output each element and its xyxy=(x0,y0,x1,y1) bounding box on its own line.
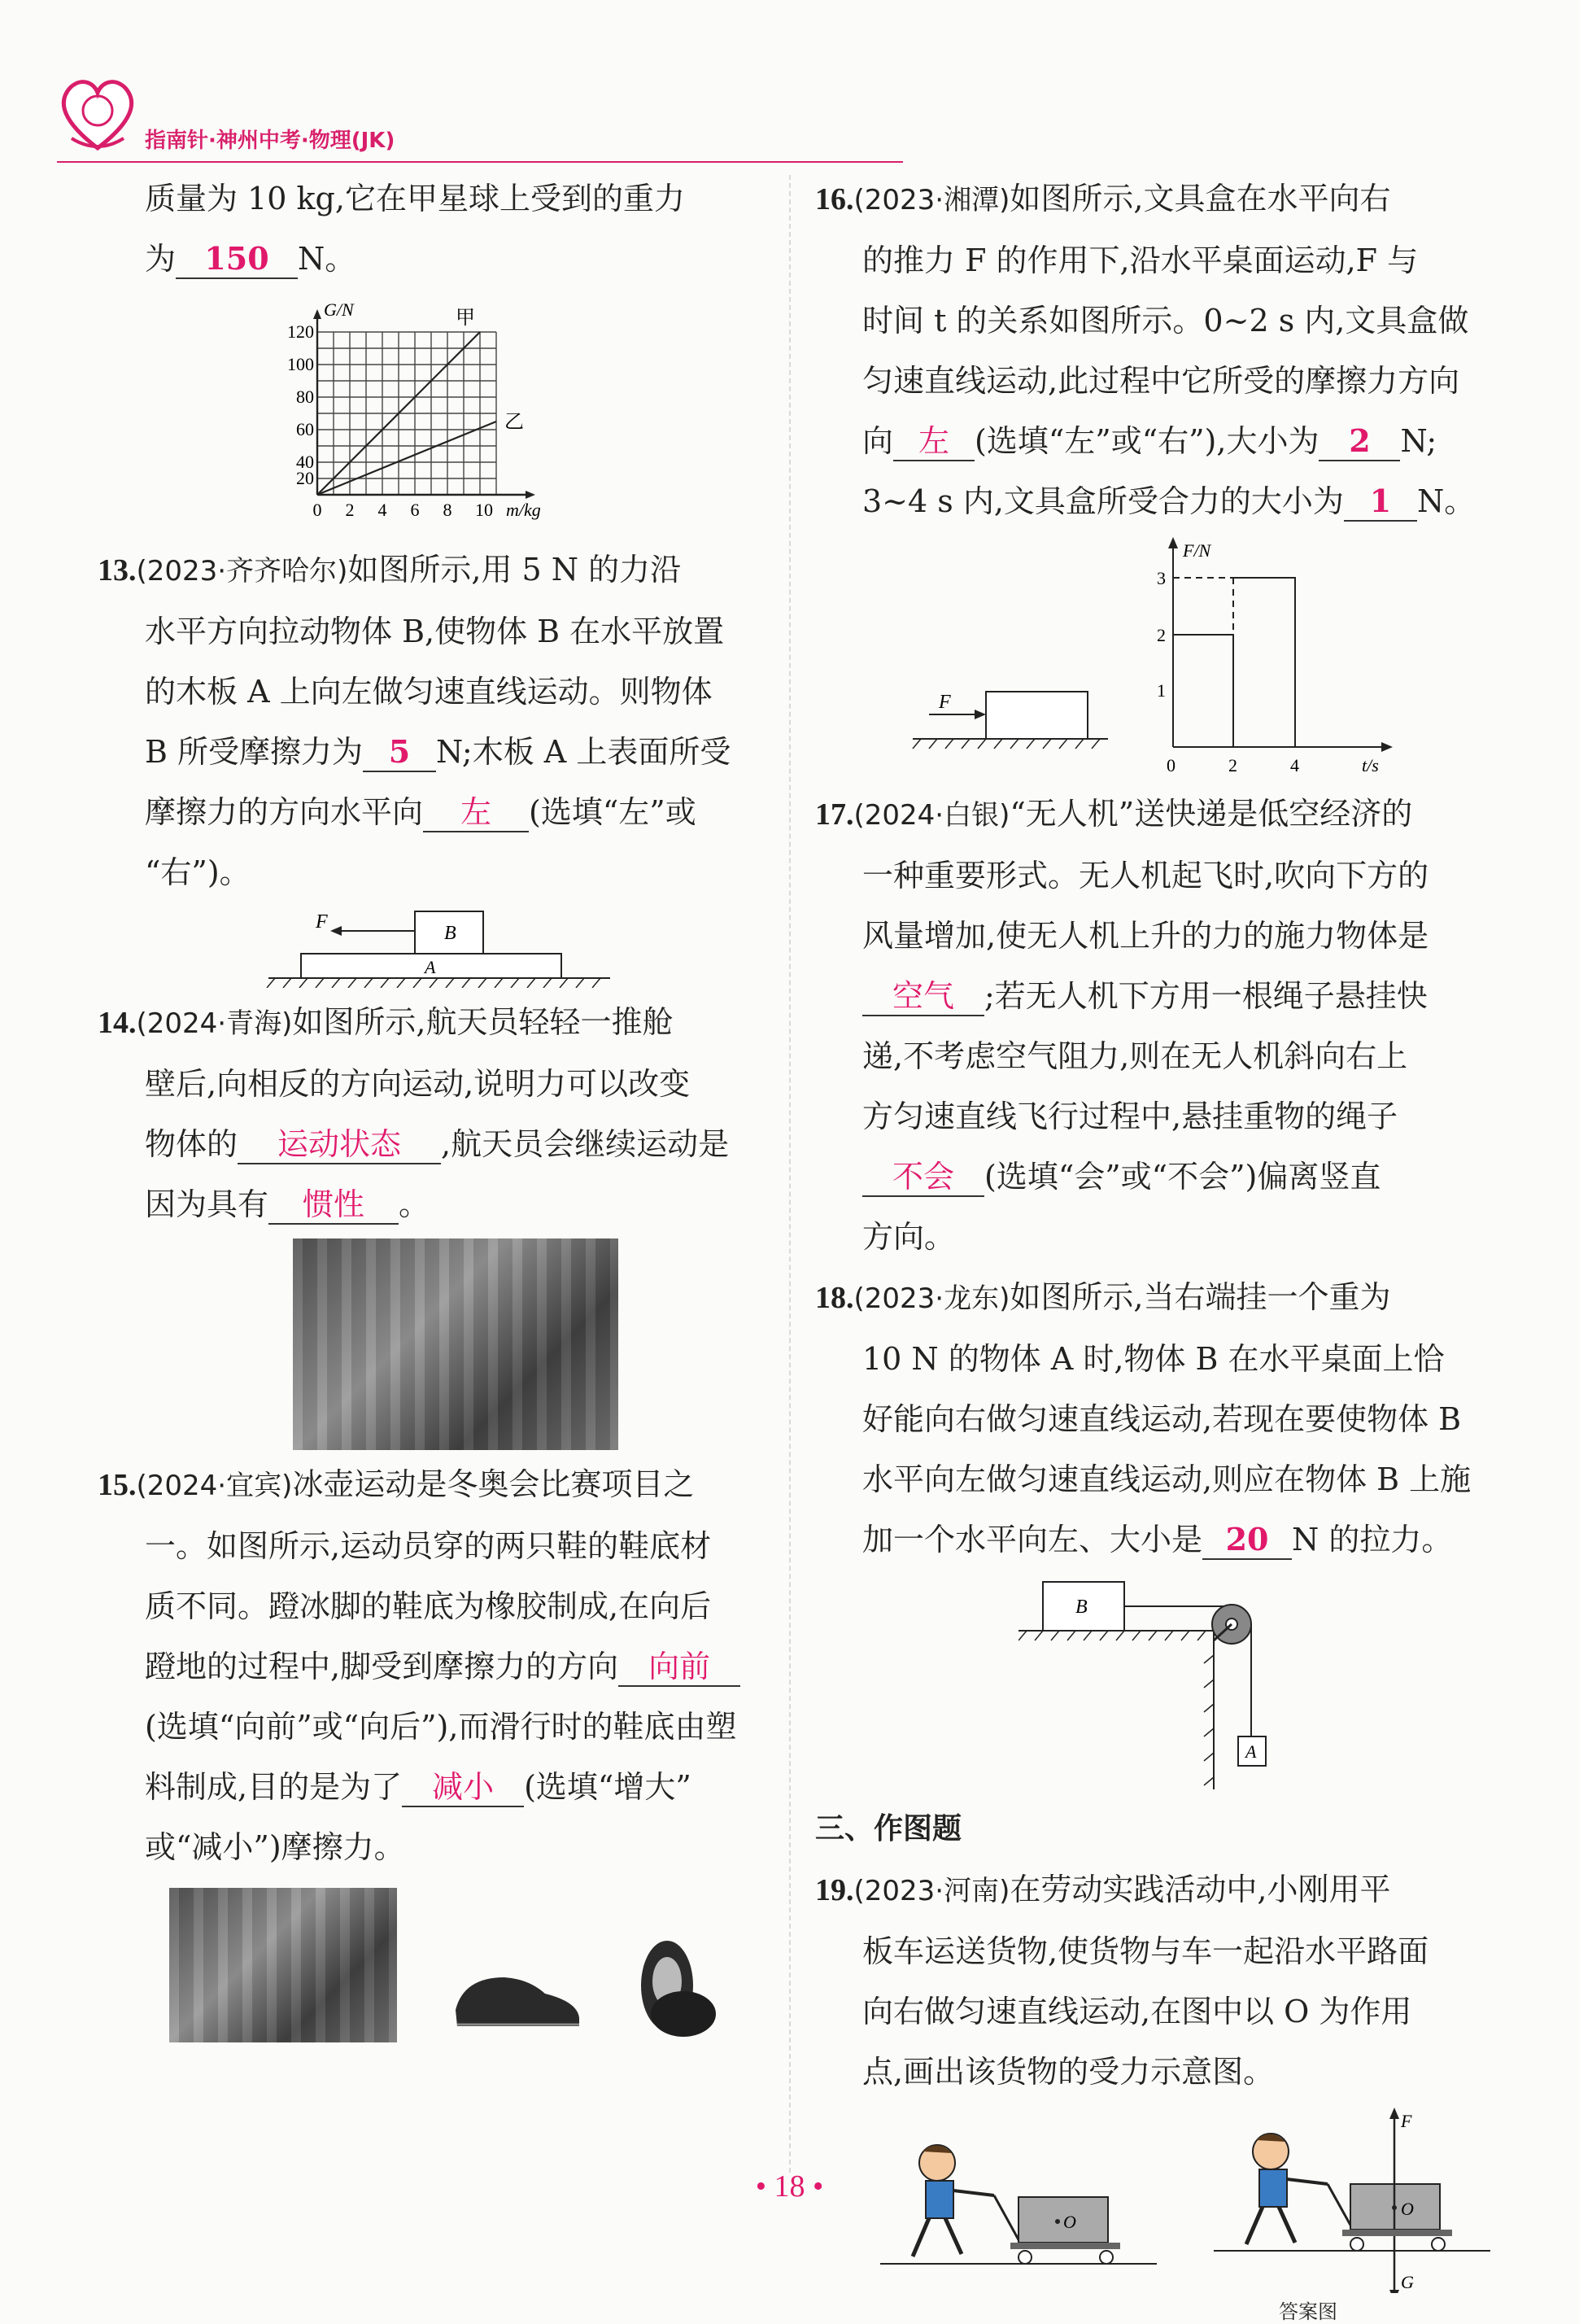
q13-line-2: 水平方向拉动物体 B,使物体 B 在水平放置 xyxy=(145,614,725,649)
q14-answer-2: 惯性 xyxy=(268,1186,399,1225)
q16-answer-1: 左 xyxy=(893,422,975,461)
x-tick-label: 10 xyxy=(475,500,493,520)
answer-figure-caption: 答案图 xyxy=(1279,2300,1337,2323)
q17-line-3: 风量增加,使无人机上升的力的施力物体是 xyxy=(862,918,1429,954)
y-tick-label: 20 xyxy=(296,468,314,488)
q17-line-7: 不会 (选填“会”或“不会”)偏离竖直 xyxy=(862,1149,1490,1204)
q13-line-4: B 所受摩擦力为 5 N;木板 A 上表面所受 xyxy=(145,724,773,780)
q16-line-5: 向 左 (选填“左”或“右”),大小为 2 N; xyxy=(862,413,1490,469)
f-tick-label: 2 xyxy=(1157,625,1166,645)
force-g-label: G xyxy=(1401,2272,1414,2292)
q17-line-1: 17.(2024·白银)“无人机”送快递是低空经济的 xyxy=(815,796,1413,832)
g-m-graph xyxy=(285,291,626,535)
q16-line-1: 16.(2023·湘潭)如图所示,文具盒在水平向右 xyxy=(815,181,1391,216)
g-axis-label: G/N xyxy=(324,299,354,320)
t-tick-label: 0 xyxy=(1167,755,1176,775)
q15-line-3: 质不同。蹬冰脚的鞋底为橡胶制成,在向后 xyxy=(145,1588,712,1624)
y-tick-label: 120 xyxy=(287,321,314,342)
q16-line-3: 时间 t 的关系如图所示。0~2 s 内,文具盒做 xyxy=(862,303,1469,339)
x-tick-label: 0 xyxy=(312,500,322,520)
q15-answer-2: 减小 xyxy=(402,1768,524,1807)
f-tick-label: 1 xyxy=(1157,680,1166,701)
q14-line-3: 物体的 运动状态 ,航天员会继续运动是 xyxy=(145,1116,773,1172)
publisher-logo xyxy=(55,73,140,155)
q18-answer-1: 20 xyxy=(1202,1521,1292,1560)
q18-line-1: 18.(2023·龙东)如图所示,当右端挂一个重为 xyxy=(815,1279,1391,1315)
y-tick-label: 100 xyxy=(287,354,314,374)
q14-answer-1: 运动状态 xyxy=(238,1125,441,1164)
q14-line-2: 壁后,向相反的方向运动,说明力可以改变 xyxy=(145,1066,691,1102)
q19-line-2: 板车运送货物,使货物与车一起沿水平路面 xyxy=(862,1933,1429,1969)
q17-line-4: 空气 ;若无人机下方用一根绳子悬挂快 xyxy=(862,968,1490,1024)
right-column xyxy=(815,171,1490,2324)
q18-line-5: 加一个水平向左、大小是 20 N 的拉力。 xyxy=(862,1512,1490,1567)
t-tick-label: 2 xyxy=(1228,755,1237,775)
q13-line-1: 13.(2023·齐齐哈尔)如图所示,用 5 N 的力沿 xyxy=(98,552,682,588)
q12-text-1: 质量为 10 kg,它在甲星球上受到的重力 xyxy=(145,181,685,216)
shoe-rubber-sole xyxy=(447,1961,586,2034)
q16-answer-2: 2 xyxy=(1319,422,1400,461)
x-tick-label: 8 xyxy=(443,500,452,520)
point-o-label: O xyxy=(1063,2212,1076,2232)
q13-line-5: 摩擦力的方向水平向 左 (选填“左”或 xyxy=(145,784,773,840)
x-tick-label: 2 xyxy=(345,500,355,520)
y-tick-label: 60 xyxy=(296,419,314,439)
f-tick-label: 3 xyxy=(1157,568,1166,588)
q15-line-1: 15.(2024·宜宾)冰壶运动是冬奥会比赛项目之 xyxy=(98,1466,695,1502)
x-tick-label: 6 xyxy=(410,500,420,520)
line-yi-label: 乙 xyxy=(504,412,524,433)
q15-line-7: 或“减小”)摩擦力。 xyxy=(145,1829,405,1865)
q16-figure xyxy=(896,535,1401,780)
q18-line-3: 好能向右做匀速直线运动,若现在要使物体 B xyxy=(862,1401,1462,1437)
q13-answer-1: 5 xyxy=(363,733,436,772)
block-b-label: B xyxy=(444,923,456,944)
x-tick-label: 4 xyxy=(377,500,387,520)
q15-line-6: 料制成,目的是为了 减小 (选填“增大” xyxy=(145,1759,773,1815)
q16-line-2: 的推力 F 的作用下,沿水平桌面运动,F 与 xyxy=(862,242,1419,278)
force-f-label: F xyxy=(1401,2111,1412,2131)
y-tick-label: 80 xyxy=(296,387,314,407)
line-jia-label: 甲 xyxy=(456,308,475,329)
q16-line-4: 匀速直线运动,此过程中它所受的摩擦力方向 xyxy=(862,363,1460,399)
q12-text-2: 为 150 N。 xyxy=(145,231,773,286)
q16-answer-3: 1 xyxy=(1344,483,1417,522)
q17-line-5: 递,不考虑空气阻力,则在无人机斜向右上 xyxy=(862,1038,1408,1074)
force-f-label: F xyxy=(316,911,328,933)
y-tick-label: 40 xyxy=(296,452,314,472)
section-title-drawing: 三、作图题 xyxy=(815,1812,962,1846)
board-a-label: A xyxy=(425,957,436,977)
left-column xyxy=(98,171,773,2051)
q17-answer-1: 空气 xyxy=(862,977,984,1016)
q14-line-4: 因为具有 惯性 。 xyxy=(145,1177,773,1232)
curling-figures xyxy=(98,1888,773,2051)
q15-line-4: 蹬地的过程中,脚受到摩擦力的方向 向前 xyxy=(145,1639,773,1694)
point-o-label: O xyxy=(1401,2199,1414,2219)
q12-answer: 150 xyxy=(176,240,298,279)
q17-answer-2: 不会 xyxy=(862,1158,984,1197)
header-brand: 指南针·神州中考·物理(JK) xyxy=(145,129,395,153)
q19-line-3: 向右做匀速直线运动,在图中以 O 为作用 xyxy=(862,1994,1412,2029)
block-b-label: B xyxy=(1075,1597,1088,1618)
q18-line-4: 水平向左做匀速直线运动,则应在物体 B 上施 xyxy=(862,1461,1472,1497)
q17-line-2: 一种重要形式。无人机起飞时,吹向下方的 xyxy=(862,858,1429,893)
q13-figure xyxy=(252,906,626,988)
q16-line-6: 3~4 s 内,文具盒所受合力的大小为 1 N。 xyxy=(862,474,1490,529)
q19-line-1: 19.(2023·河南)在劳动实践活动中,小刚用平 xyxy=(815,1872,1391,1907)
page-number: • 18 • xyxy=(755,2169,824,2204)
m-axis-label: m/kg xyxy=(506,500,541,520)
curling-photo xyxy=(169,1888,397,2042)
q19-line-4: 点,画出该货物的受力示意图。 xyxy=(862,2054,1275,2090)
space-station-photo xyxy=(293,1238,618,1450)
q17-line-8: 方向。 xyxy=(862,1219,956,1255)
q15-answer-1: 向前 xyxy=(618,1648,740,1687)
t-tick-label: 4 xyxy=(1290,755,1299,775)
q13-answer-2: 左 xyxy=(423,793,529,832)
weight-a-label: A xyxy=(1245,1741,1257,1762)
q18-figure xyxy=(1018,1574,1295,1793)
push-force-label: F xyxy=(939,692,951,713)
q15-line-5: (选填“向前”或“向后”),而滑行时的鞋底由塑 xyxy=(145,1709,737,1745)
q17-line-6: 方匀速直线飞行过程中,悬挂重物的绳子 xyxy=(862,1099,1398,1134)
q13-line-3: 的木板 A 上向左做匀速直线运动。则物体 xyxy=(145,674,713,710)
shoe-plastic-sole xyxy=(618,1937,724,2051)
column-divider xyxy=(789,175,791,2173)
q13-line-6: “右”)。 xyxy=(145,854,251,890)
t-axis-label: t/s xyxy=(1362,755,1379,775)
q15-line-2: 一。如图所示,运动员穿的两只鞋的鞋底材 xyxy=(145,1528,712,1564)
q18-line-2: 10 N 的物体 A 时,物体 B 在水平桌面上恰 xyxy=(862,1341,1445,1377)
f-axis-label: F/N xyxy=(1183,540,1211,561)
header-rule xyxy=(57,161,903,163)
q14-line-1: 14.(2024·青海)如图所示,航天员轻轻一推舱 xyxy=(98,1004,674,1040)
